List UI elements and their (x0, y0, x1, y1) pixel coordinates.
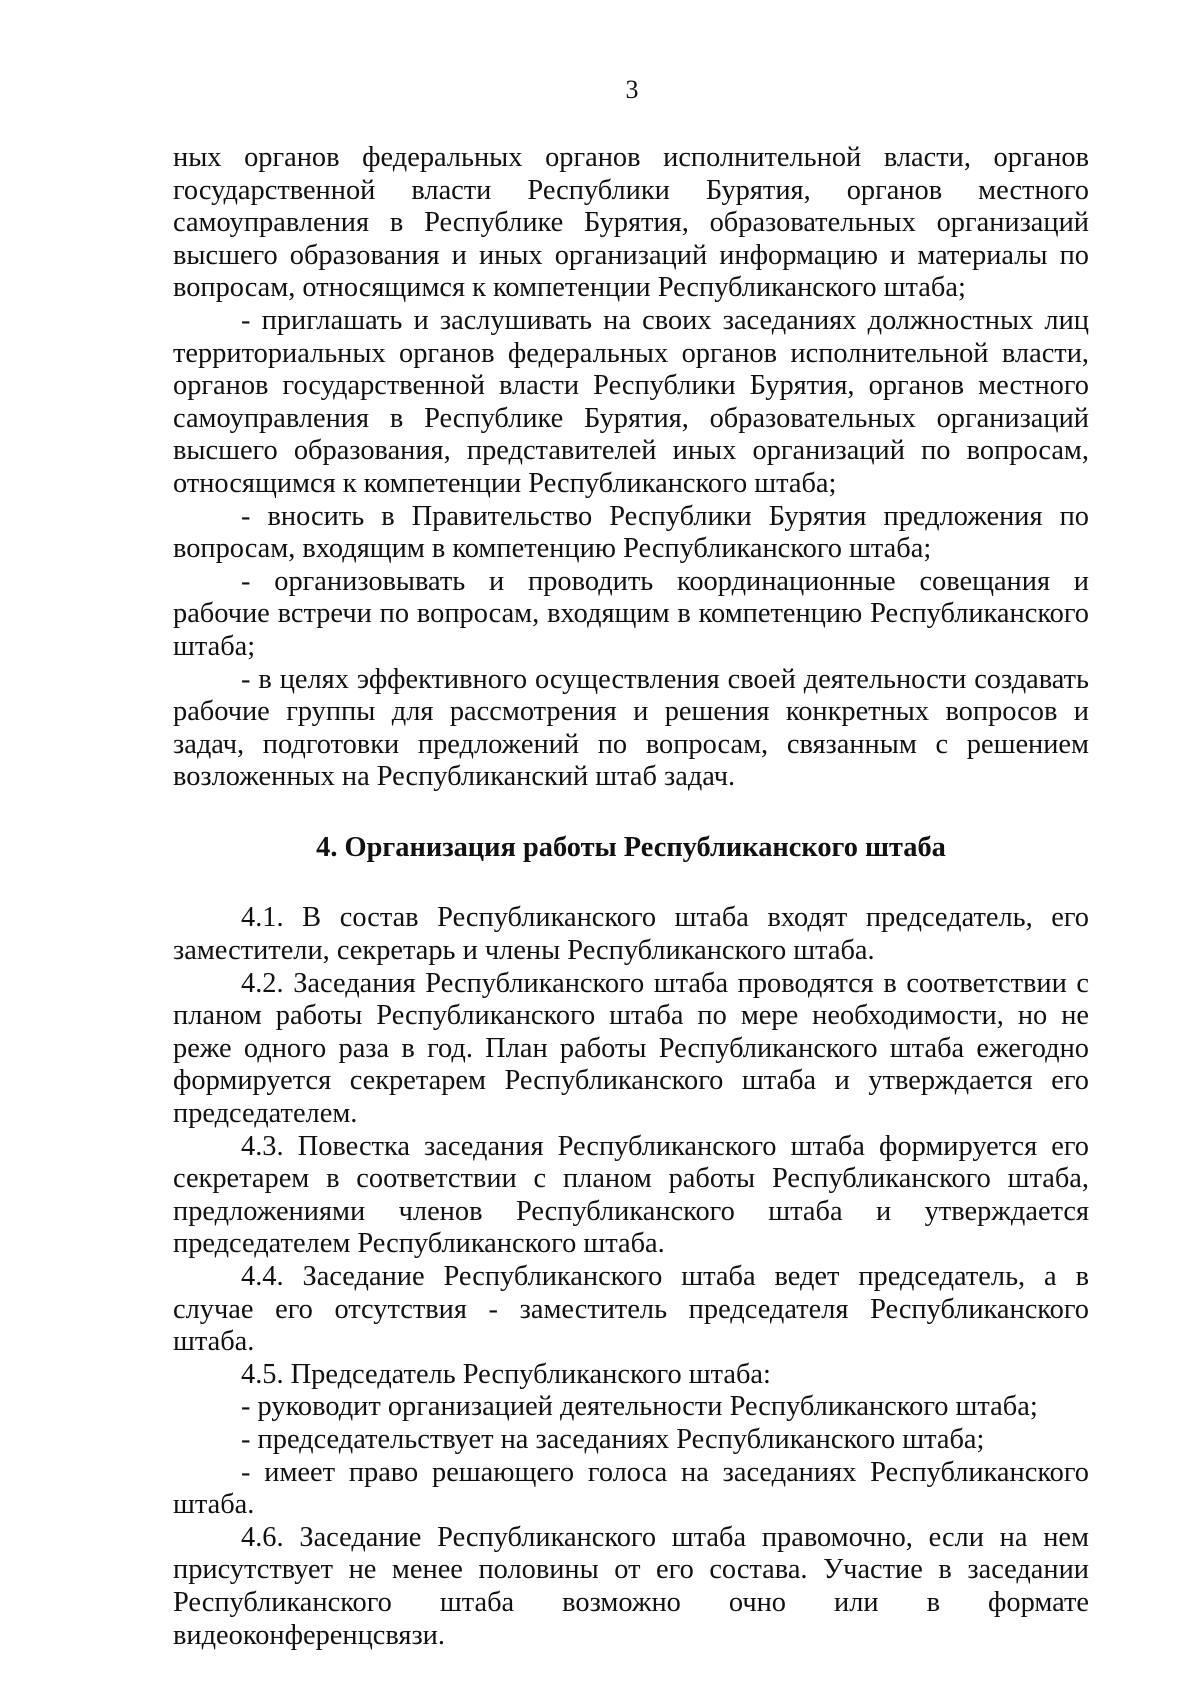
document-body (173, 142, 1089, 1652)
paragraph-continuation: ных органов федеральных органов исполнительной власти, органов государственной власти Республики Бурятия, органов местного самоуправления в Республике Бурятия, образовательных организаций высшего образования и иных организаций информацию и материалы по вопросам, относящимся к компетенции Республиканского штаба; (173, 142, 1089, 304)
paragraph-4-5-item-2: - председательствует на заседаниях Республиканского штаба; (241, 1423, 985, 1455)
paragraph-4-2: 4.2. Заседания Республиканского штаба проводятся в соответствии с планом работы Республиканского штаба по мере необходимости, но не реже одного раза в год. План работы Республиканского штаба ежегодно формируется секретарем Республиканского штаба и утверждается его председателем. (173, 967, 1089, 1130)
paragraph-4-5: 4.5. Председатель Республиканского штаба: (241, 1358, 771, 1390)
paragraph-4-3: 4.3. Повестка заседания Республиканского штаба формируется его секретарем в соответствии с планом работы Республиканского штаба, предложениями членов Республиканского штаба и утверждается председателем Республиканского штаба. (173, 1130, 1089, 1260)
paragraph-4-5-item-3: - имеет право решающего голоса на заседаниях Республиканского штаба. (173, 1456, 1089, 1521)
paragraph-coordination-meetings: - организовывать и проводить координационные совещания и рабочие встречи по вопросам, входящим в компетенцию Республиканского штаба; (173, 565, 1089, 662)
paragraph-4-5-item-1: - руководит организацией деятельности Республиканского штаба; (241, 1391, 1038, 1423)
paragraph-4-4: 4.4. Заседание Республиканского штаба ведет председатель, а в случае его отсутствия - заместитель председателя Республиканского штаба. (173, 1261, 1089, 1358)
paragraph-4-1: 4.1. В состав Республиканского штаба входят председатель, его заместители, секретарь и члены Республиканского штаба. (173, 902, 1089, 967)
paragraph-4-6: 4.6. Заседание Республиканского штаба правомочно, если на нем присутствует не менее половины от его состава. Участие в заседании Республиканского штаба возможно очно или в формате видеоконференцсвязи. (173, 1521, 1089, 1651)
paragraph-invite-officials: - приглашать и заслушивать на своих заседаниях должностных лиц территориальных органов федеральных органов исполнительной власти, органов государственной власти Республики Бурятия, органов местного самоуправления в Республике Бурятия, образовательных организаций высшего образования, представителей иных организаций по вопросам, относящимся к компетенции Республиканского штаба; (173, 304, 1089, 499)
page-number: 3 (625, 75, 639, 104)
paragraph-submit-proposals: - вносить в Правительство Республики Бурятия предложения по вопросам, входящим в компетенцию Республиканского штаба; (173, 500, 1089, 565)
section-heading: 4. Организация работы Республиканского штаба (316, 831, 946, 863)
paragraph-working-groups: - в целях эффективного осуществления своей деятельности создавать рабочие группы для рассмотрения и решения конкретных вопросов и задач, подготовки предложений по вопросам, связанным с решением возложенных на Республиканский штаб задач. (173, 663, 1089, 793)
